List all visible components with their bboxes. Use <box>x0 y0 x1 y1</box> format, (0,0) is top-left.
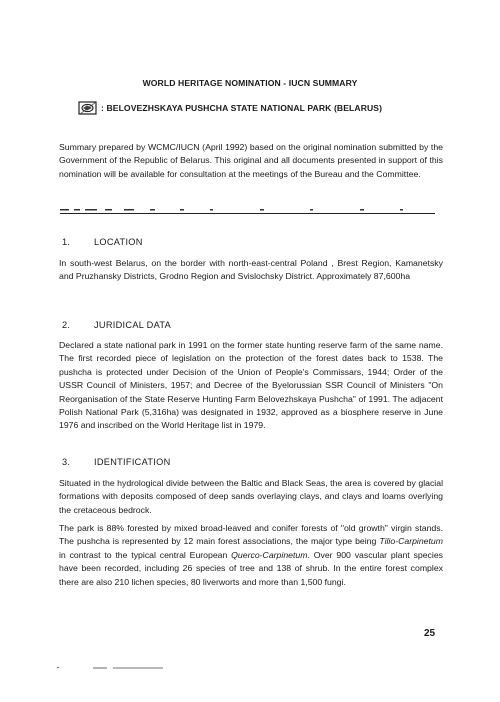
identification-paragraph-2 <box>59 522 443 589</box>
identification-paragraph-1: Situated in the hydrological divide between the Baltic and Black Seas, the area is covered by glacial formations with deposits composed of deep sands overlaying clays, and clays and loams overlying the cretaceous bedrock. <box>59 478 443 515</box>
page-subtitle: : BELOVEZHSKAYA PUSHCHA STATE NATIONAL PARK (BELARUS) <box>101 103 383 113</box>
section-number: 1. <box>62 237 71 247</box>
species-name-italic: Querco-Carpinetum <box>231 549 308 560</box>
text-run: in contrast to the typical central European <box>59 549 232 560</box>
section-number: 3. <box>62 457 71 467</box>
text-run: . Over 900 vascular plant species have been recorded, including 26 species of tree and 138 of shrub. In the entire forest complex there are also 210 lichen species, 80 liverworts and more than 1,500 fungi. <box>59 549 443 587</box>
separator-rule <box>60 213 435 214</box>
footer-scan-marks <box>55 665 175 671</box>
location-paragraph: In south-west Belarus, on the border with north-east-central Poland , Brest Region, Kamanetsky and Pruzhansky Districts, Grodno Region and Svislochsky District. Approximately 87,600ha <box>59 258 443 282</box>
stamp-mark-icon <box>78 100 98 116</box>
section-title: LOCATION <box>94 237 143 247</box>
page-title: WORLD HERITAGE NOMINATION - IUCN SUMMARY <box>142 78 358 88</box>
section-heading-juridical-data <box>62 320 171 330</box>
section-number: 2. <box>62 320 71 330</box>
page-number: 25 <box>424 628 436 639</box>
intro-paragraph: Summary prepared by WCMC/IUCN (April 1992) based on the original nomination submitted by the Government of the Republic of Belarus. This original and all documents presented in support of this nomination will be available for consultation at the meetings of the Bureau and the Committee. <box>59 142 443 179</box>
subtitle-row <box>78 100 382 116</box>
section-title: IDENTIFICATION <box>94 457 171 467</box>
section-heading-location <box>62 237 143 247</box>
juridical-paragraph: Declared a state national park in 1991 on the former state hunting reserve farm of the same name. The first recorded piece of legislation on the protection of the forest dates back to 1538. The pushcha is protected under Decision of the Union of People's Commissars, 1944; Order of the USSR Council of Ministers, 1957; and Decree of the Byelorussian SSR Council of Ministers "On Reorganisation of the State Reserve Hunting Farm Belovezhskaya Pushcha" of 1991. The adjacent Polish National Park (5,316ha) was designated in 1932, approved as a biosphere reserve in June 1976 and inscribed on the World Heritage list in 1979. <box>59 340 443 431</box>
text-run: The park is 88% forested by mixed broad-leaved and conifer forests of "old growth" virgin stands. The pushcha is represented by 12 main forest associations, the major type being <box>59 523 443 547</box>
section-title: JURIDICAL DATA <box>94 320 172 330</box>
species-name-italic: Tilio-Carpinetum <box>379 536 443 547</box>
section-heading-identification <box>62 457 171 467</box>
